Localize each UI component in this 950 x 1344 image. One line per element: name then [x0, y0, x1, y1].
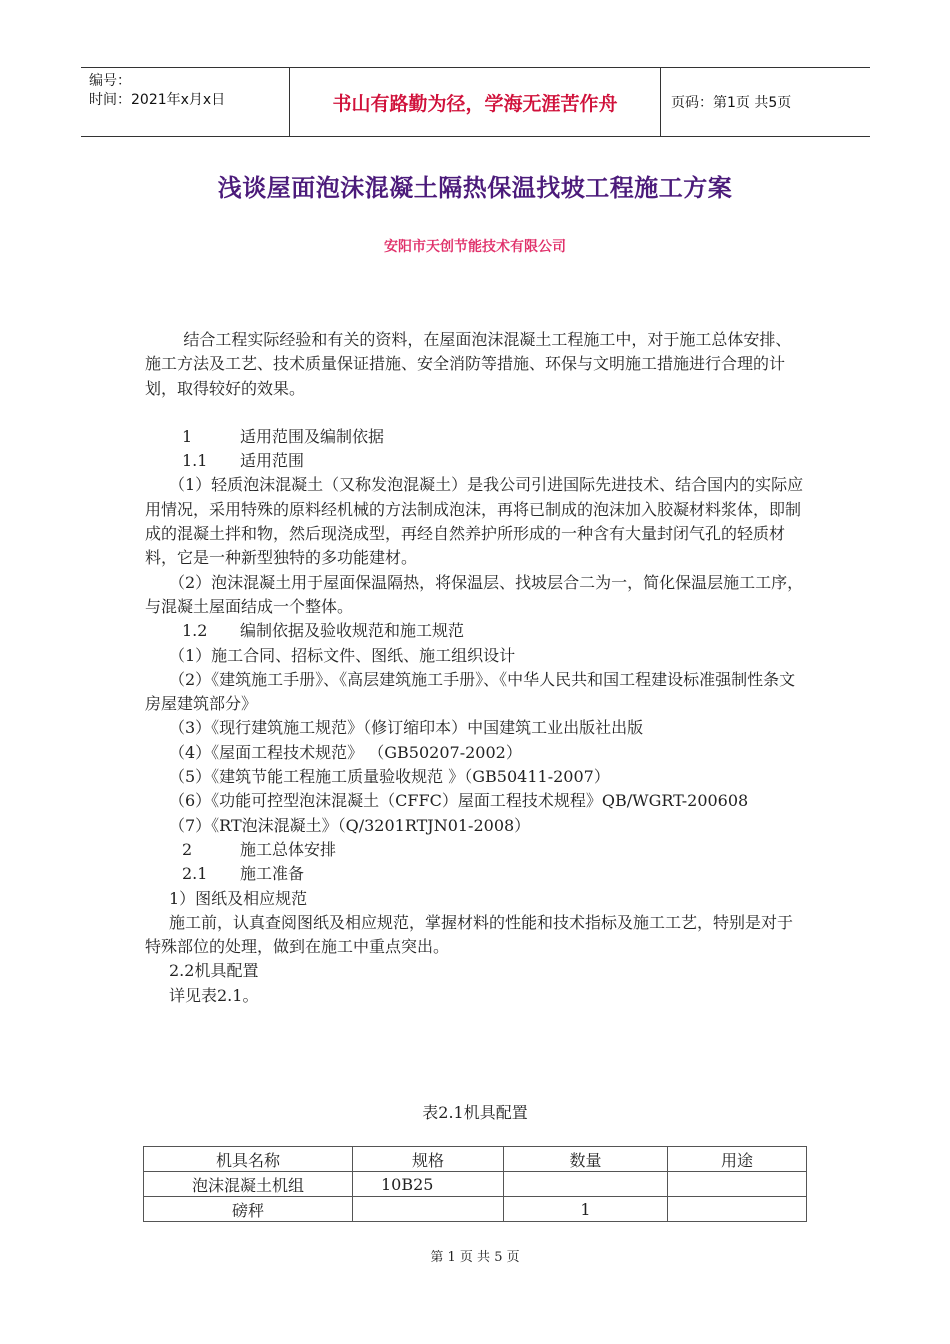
number-label: 编号： — [89, 73, 131, 89]
table-header-row — [144, 1147, 807, 1172]
section-number: 2 — [182, 839, 193, 859]
section-number: 1.1 — [182, 451, 208, 471]
table-cell: 泡沫混凝土机组 — [144, 1172, 353, 1197]
section-title: 编制依据及验收规范和施工规范 — [240, 621, 465, 641]
column-header: 数量 — [504, 1147, 668, 1172]
section-number: 1 — [182, 426, 193, 446]
paragraph: （2）泡沫混凝土用于屋面保温隔热，将保温层、找坡层合二为一，简化保温层施工工序，与混凝土屋面结成一个整体。 — [145, 572, 804, 616]
list-item: 1）图纸及相应规范 — [169, 888, 308, 908]
document-title: 浅谈屋面泡沫混凝土隔热保温找坡工程施工方案 — [217, 174, 733, 202]
table-cell — [353, 1197, 504, 1222]
list-item: （2）《建筑施工手册》、《高层建筑施工手册》、《中华人民共和国工程建设标准强制性条文房屋建筑部分》 — [145, 669, 796, 714]
machinery-table — [143, 1146, 807, 1222]
table-row — [144, 1197, 807, 1222]
table-row — [144, 1172, 807, 1197]
table-cell: 1 — [504, 1197, 668, 1222]
header-page-info: 页码：第1页 共5页 — [671, 95, 792, 111]
paragraph: 详见表2.1。 — [169, 985, 259, 1005]
section-2-2-heading: 2.2机具配置 — [169, 961, 259, 981]
document-body — [145, 328, 805, 1008]
intro-paragraph: 结合工程实际经验和有关的资料，在屋面泡沫混凝土工程施工中，对于施工总体安排、施工方法及工艺、技术质量保证措施、安全消防等措施、环保与文明施工措施进行合理的计划，取得较好的效果。 — [145, 330, 792, 398]
time-label: 时间：2021年x月x日 — [89, 92, 226, 108]
section-2-heading — [145, 838, 805, 862]
section-title: 施工总体安排 — [240, 839, 337, 859]
list-item: （6）《功能可控型泡沫混凝土（CFFC）屋面工程技术规程》QB/WGRT-200608 — [169, 791, 749, 811]
column-header: 规格 — [353, 1147, 504, 1172]
section-title: 施工准备 — [240, 864, 305, 884]
list-item: （4）《屋面工程技术规范》 （GB50207-2002） — [169, 742, 522, 762]
header-motto: 书山有路勤为径，学海无涯苦作舟 — [289, 68, 661, 136]
table-cell — [504, 1172, 668, 1197]
company-name: 安阳市天创节能技术有限公司 — [384, 239, 566, 255]
table-cell: 10B25 — [353, 1172, 504, 1197]
list-item: （5）《建筑节能工程施工质量验收规范 》（GB50411-2007） — [169, 767, 610, 787]
page-footer: 第 1 页 共 5 页 — [430, 1250, 520, 1265]
table-cell: 磅秤 — [144, 1197, 353, 1222]
list-item: （3）《现行建筑施工规范》（修订缩印本）中国建筑工业出版社出版 — [169, 718, 644, 738]
paragraph: 施工前，认真查阅图纸及相应规范，掌握材料的性能和技术指标及施工工艺，特别是对于特殊部位的处理，做到在施工中重点突出。 — [145, 912, 794, 957]
section-1-heading — [145, 425, 805, 449]
list-item: （7）《RT泡沫混凝土》（Q/3201RTJN01-2008） — [169, 815, 531, 835]
column-header: 用途 — [668, 1147, 807, 1172]
section-title: 适用范围 — [240, 451, 305, 471]
section-2-1-heading — [145, 862, 805, 886]
document-header — [81, 67, 870, 137]
table-caption: 表2.1机具配置 — [422, 1103, 528, 1122]
section-title: 适用范围及编制依据 — [240, 426, 385, 446]
paragraph: （1）轻质泡沫混凝土（又称发泡混凝土）是我公司引进国际先进技术、结合国内的实际应用情况，采用特殊的原料经机械的方法制成泡沫，再将已制成的泡沫加入胶凝材料浆体，即制成的混凝土拌和物，然后现浇成型，再经自然养护所形成的一种含有大量封闭气孔的轻质材料，它是一种新型独特的多功能建材。 — [145, 475, 804, 568]
table-cell — [668, 1172, 807, 1197]
section-number: 2.1 — [182, 864, 208, 884]
header-meta — [81, 68, 289, 136]
column-header: 机具名称 — [144, 1147, 353, 1172]
section-1-1-heading — [145, 449, 805, 473]
section-number: 1.2 — [182, 621, 208, 641]
section-1-2-heading — [145, 619, 805, 643]
table-cell — [668, 1197, 807, 1222]
list-item: （1）施工合同、招标文件、图纸、施工组织设计 — [169, 645, 516, 665]
